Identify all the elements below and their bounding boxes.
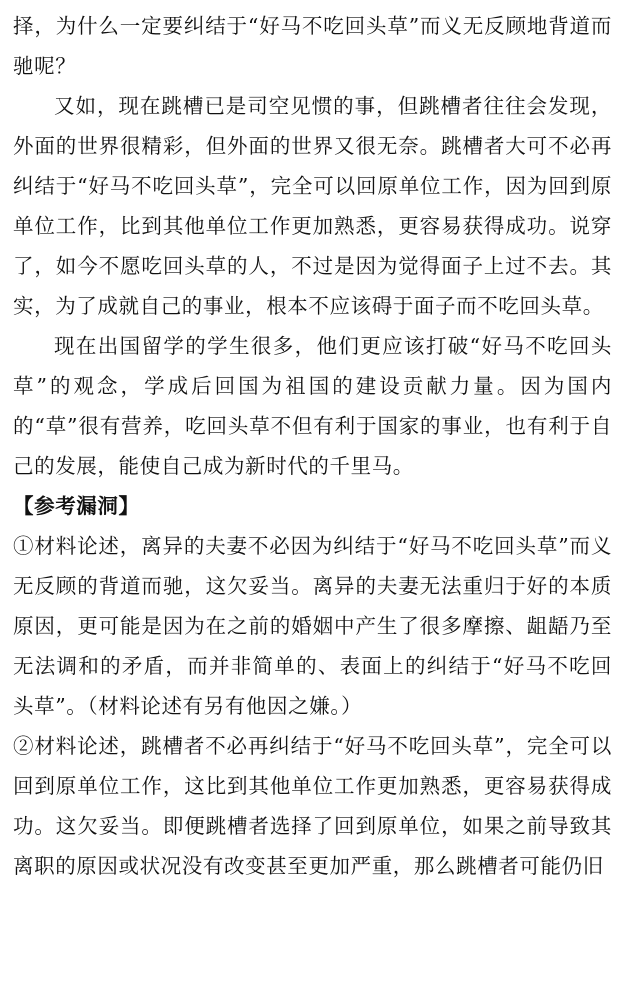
paragraph-study-abroad: 现在出国留学的学生很多，他们更应该打破“好马不吃回头草”的观念，学成后回国为祖国的建设贡献力量。因为国内的“草”很有营养，吃回头草不但有利于国家的事业，也有利于自己的发展，能使自己成为新时代的千里马。 [13,334,612,478]
paragraph-job-hopping: 又如，现在跳槽已是司空见惯的事，但跳槽者往往会发现，外面的世界很精彩，但外面的世界又很无奈。跳槽者大可不必再纠结于“好马不吃回头草”，完全可以回原单位工作，因为回到原单位工作，比到其他单位工作更加熟悉，更容易获得成功。说穿了，如今不愿吃回头草的人，不过是因为觉得面子上过不去。其实，为了成就自己的事业，根本不应该碍于面子而不吃回头草。 [13,94,612,318]
list-item-2: ②材料论述，跳槽者不必再纠结于“好马不吃回头草”，完全可以回到原单位工作，这比到其他单位工作更加熟悉，更容易获得成功。这欠妥当。即便跳槽者选择了回到原单位，如果之前导致其离职的原因或状况没有改变甚至更加严重，那么跳槽者可能仍旧 [13,734,612,878]
list-item-1: ①材料论述，离异的夫妻不必因为纠结于“好马不吃回头草”而义无反顾的背道而驰，这欠妥当。离异的夫妻无法重归于好的本质原因，更可能是因为在之前的婚姻中产生了很多摩擦、龃龉乃至无法调和的矛盾，而并非简单的、表面上的纠结于“好马不吃回头草”。（材料论述有另有他因之嫌。） [13,534,612,718]
paragraph-continuation: 择，为什么一定要纠结于“好马不吃回头草”而义无反顾地背道而驰呢？ [13,14,612,78]
section-heading: 【参考漏洞】 [13,494,140,518]
